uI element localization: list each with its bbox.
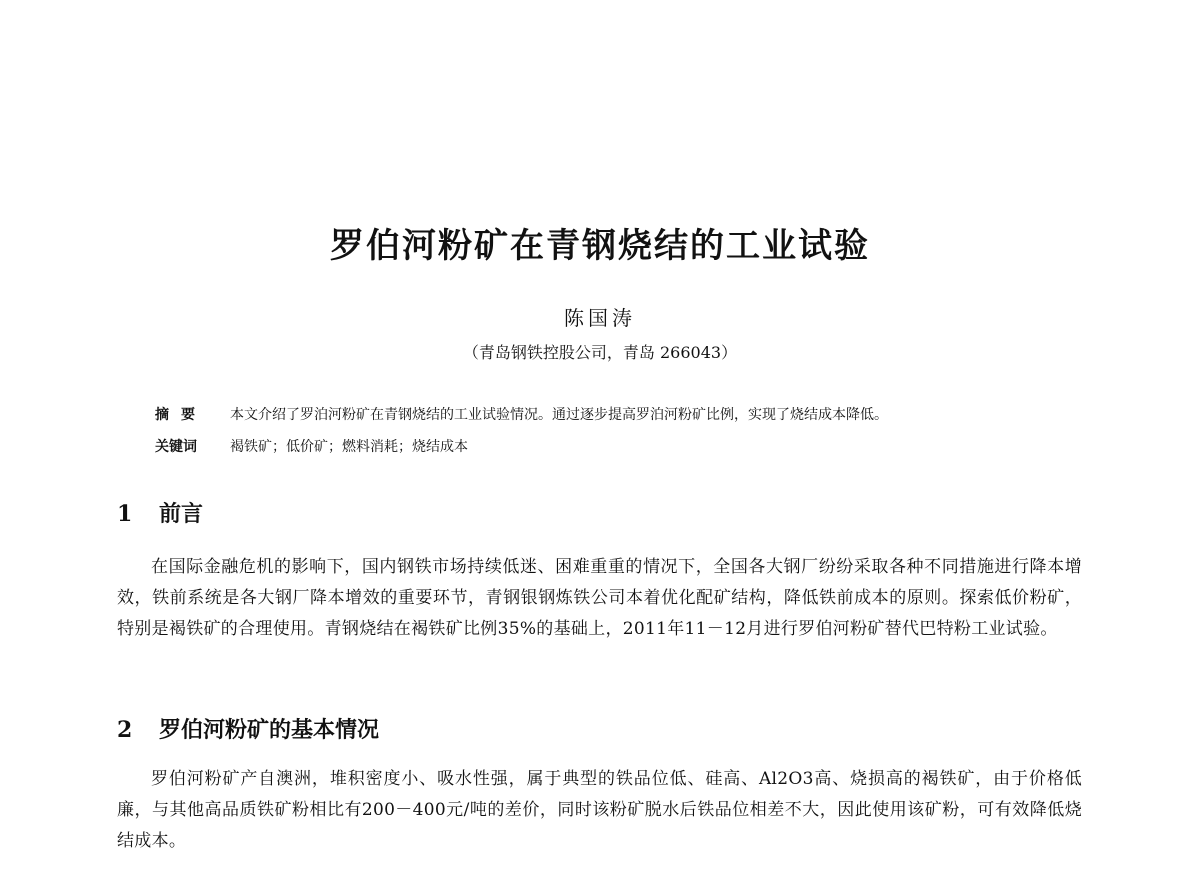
keywords-label: 关键词 [155, 439, 197, 455]
abstract-text: 本文介绍了罗泊河粉矿在青钢烧结的工业试验情况。通过逐步提高罗泊河粉矿比例，实现了烧结成本降低。 [230, 407, 888, 423]
section-title: 前言 [159, 502, 204, 527]
section-title: 罗伯河粉矿的基本情况 [159, 718, 380, 743]
section-heading-ore-overview [117, 713, 379, 744]
abstract-label: 摘要 [155, 407, 207, 423]
author-affiliation: （青岛钢铁控股公司，青岛 266043） [462, 343, 738, 362]
keywords-text: 褐铁矿；低价矿；燃料消耗；烧结成本 [230, 439, 468, 455]
section-paragraph-ore-overview: 罗伯河粉矿产自澳洲，堆积密度小、吸水性强，属于典型的铁品位低、硅高、Al2O3高、烧损高的褐铁矿，由于价格低廉，与其他高品质铁矿粉相比有200－400元/吨的差价，同时该粉矿脱水后铁品位相差不大，因此使用该矿粉，可有效降低烧结成本。 [117, 769, 1082, 851]
keywords-block [155, 436, 468, 456]
section-paragraph-introduction: 在国际金融危机的影响下，国内钢铁市场持续低迷、困难重重的情况下，全国各大钢厂纷纷采取各种不同措施进行降本增效，铁前系统是各大钢厂降本增效的重要环节，青钢银钢炼铁公司本着优化配矿结构，降低铁前成本的原则。探索低价粉矿，特别是褐铁矿的合理使用。青钢烧结在褐铁矿比例35%的基础上，2011年11－12月进行罗伯河粉矿替代巴特粉工业试验。 [117, 557, 1082, 639]
section-number: 1 [117, 501, 133, 527]
section-heading-introduction [117, 497, 203, 528]
paper-title: 罗伯河粉矿在青钢烧结的工业试验 [330, 226, 870, 266]
section-number: 2 [117, 717, 133, 743]
author-name: 陈国涛 [564, 306, 636, 330]
abstract-block [155, 404, 888, 424]
